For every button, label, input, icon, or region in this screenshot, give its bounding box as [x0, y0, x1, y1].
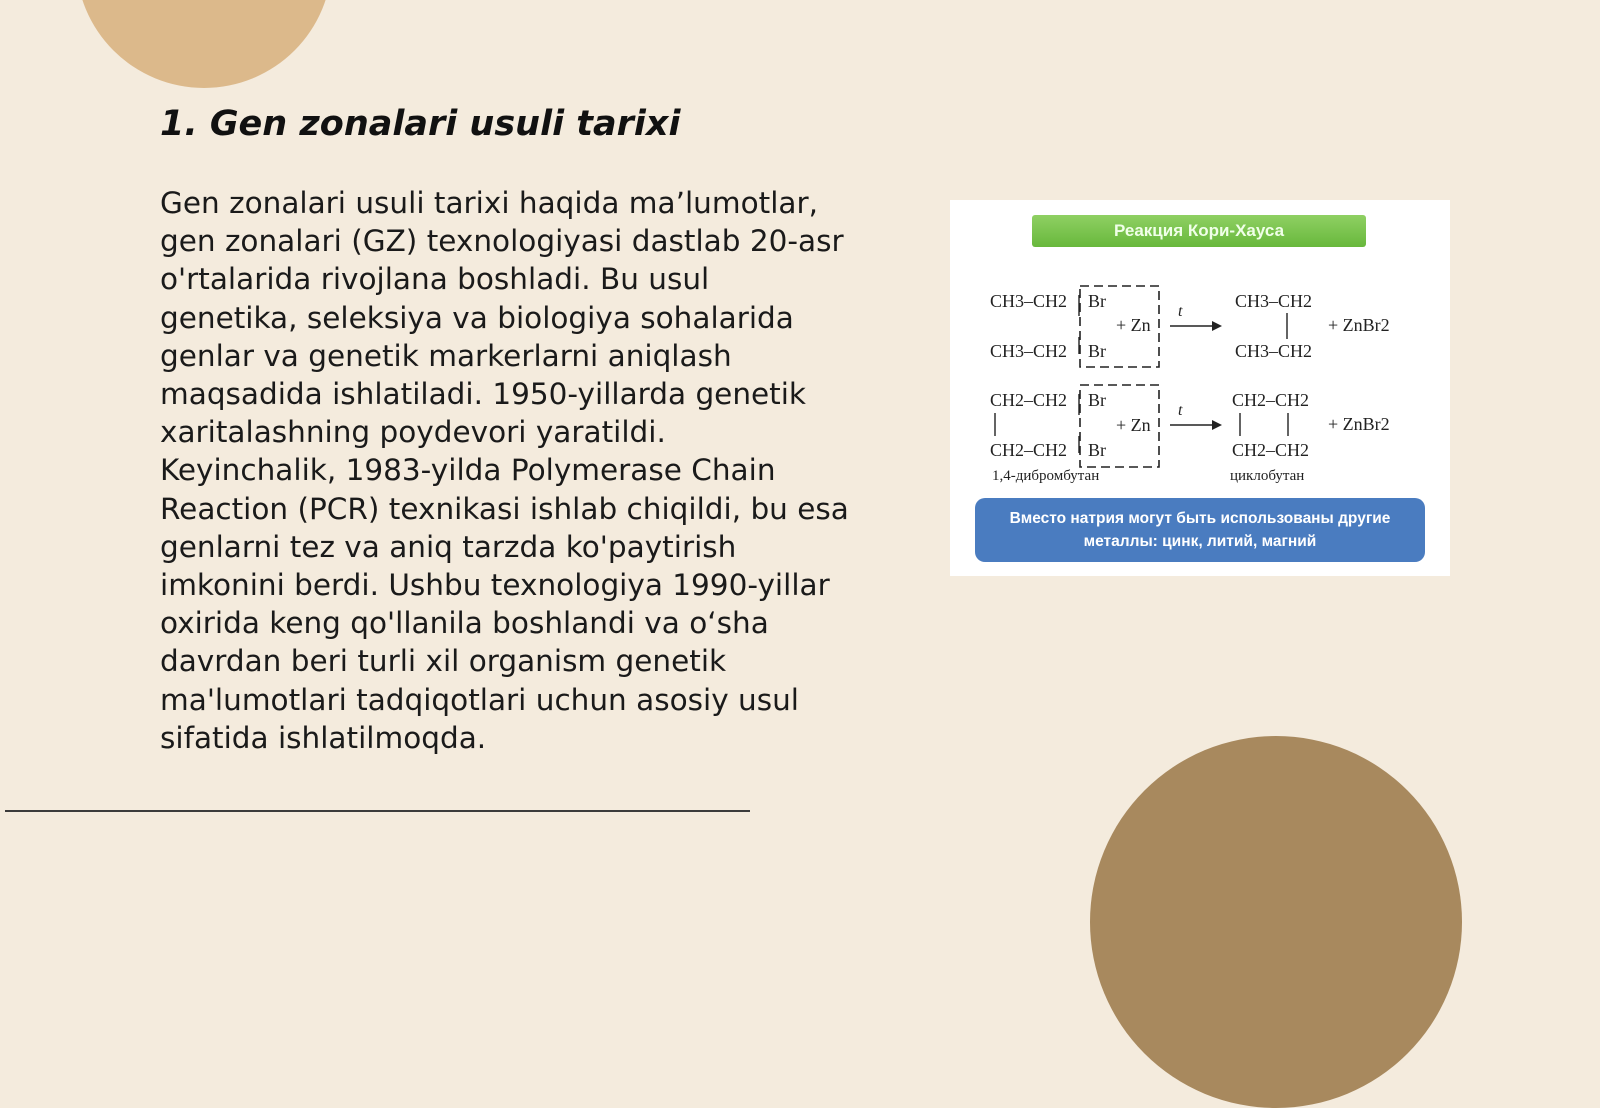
- r1-product-top: CH3–CH2: [1235, 291, 1313, 311]
- r2-product-name: циклобутан: [1230, 468, 1305, 484]
- r2-reactant-bottom: CH2–CH2: [990, 440, 1068, 460]
- divider-line: [5, 810, 750, 812]
- decorative-circle-bottom: [1090, 736, 1462, 1108]
- r1-bromine-top: Br: [1088, 291, 1106, 311]
- r2-product-bottom: CH2–CH2: [1232, 440, 1310, 460]
- r1-arrow: [1212, 321, 1222, 331]
- r1-reactant-bottom: CH3–CH2: [990, 341, 1068, 361]
- figure-note: Вместо натрия могут быть использованы другие металлы: цинк, литий, магний: [975, 498, 1425, 562]
- r1-byproduct: + ZnBr2: [1328, 315, 1390, 335]
- r2-bromine-top: Br: [1088, 390, 1106, 410]
- r1-condition: t: [1178, 303, 1183, 320]
- r2-bromine-bottom: Br: [1088, 440, 1106, 460]
- r2-byproduct: + ZnBr2: [1328, 414, 1390, 434]
- r1-reactant-top: CH3–CH2: [990, 291, 1068, 311]
- r2-reagent: + Zn: [1116, 415, 1151, 435]
- r1-reagent: + Zn: [1116, 315, 1151, 335]
- slide-title: 1. Gen zonalari usuli tarixi: [160, 104, 681, 144]
- reaction-scheme: [950, 200, 1450, 500]
- r2-condition: t: [1178, 402, 1183, 419]
- figure-title: Реакция Кори-Хауса: [1032, 215, 1366, 247]
- reaction-figure: [950, 200, 1450, 576]
- r1-product-bottom: CH3–CH2: [1235, 341, 1313, 361]
- r1-bromine-bottom: Br: [1088, 341, 1106, 361]
- slide-body-text: Gen zonalari usuli tarixi haqida ma’lumotlar, gen zonalari (GZ) texnologiyasi dastlab 20-asr o'rtalarida rivojlana boshladi. Bu usul genetika, seleksiya va biologiya sohalarida genlar va genetik markerlarni aniqlash maqsadida ishlatiladi. 1950-yillarda genetik xaritalashning poydevori yaratildi. Keyinchalik, 1983-yilda Polymerase Chain Reaction (PCR) texnikasi ishlab chiqildi, bu esa genlarni tez va aniq tarzda ko'paytirish imkonini berdi. Ushbu texnologiya 1990-yillar oxirida keng qo'llanila boshlandi va o‘sha davrdan beri turli xil organism genetik ma'lumotlari tadqiqotlari uchun asosiy usul sifatida ishlatilmoqda.: [160, 186, 849, 755]
- r2-product-top: CH2–CH2: [1232, 390, 1310, 410]
- decorative-circle-top: [76, 0, 332, 88]
- r2-reactant-name: 1,4-дибромбутан: [992, 468, 1100, 484]
- r2-arrow: [1212, 420, 1222, 430]
- r2-reactant-top: CH2–CH2: [990, 390, 1068, 410]
